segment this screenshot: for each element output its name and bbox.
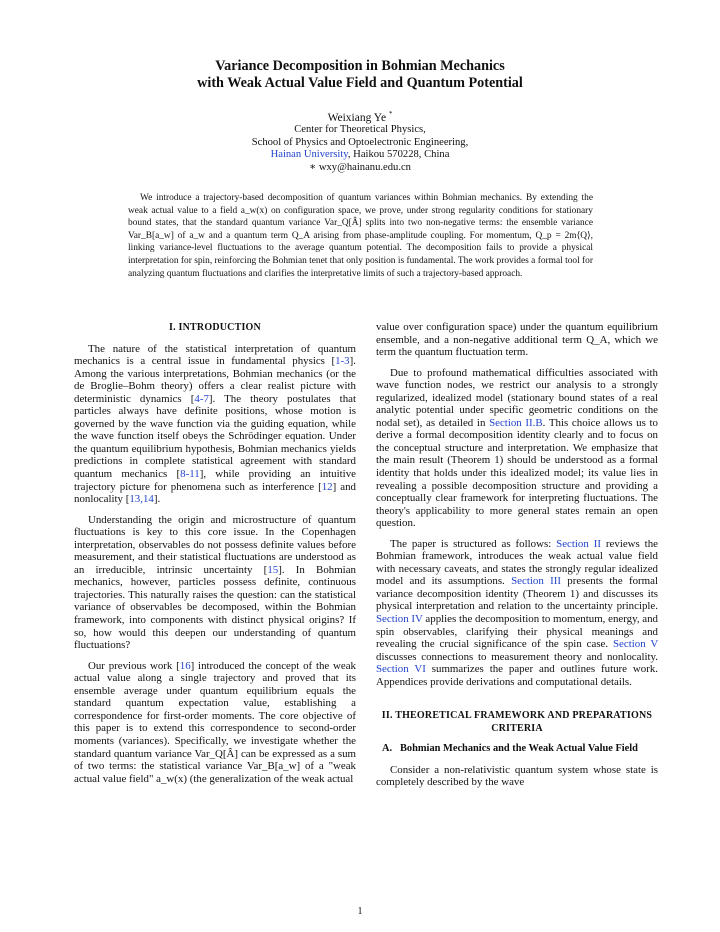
title-line-1: Variance Decomposition in Bohmian Mechanics [215,58,505,74]
text-run: ] and nonlocality [ [74,480,356,506]
spacer [376,696,658,710]
framework-paragraph-1: Consider a non-relativistic quantum system whose state is completely described by the wave [376,763,658,789]
text-run: Understanding the origin and microstructure of quantum fluctuations is key to this core issue. In the Copenhagen interpretation, observables do not possess definite values before measurement, and their statistical fluctuations are understood as an irreducible, intrinsic uncertainty [ [74,513,356,576]
text-run: ]. In Bohmian mechanics, however, particles possess definite, continuous trajectories. This naturally raises the question: can the statistical variance of observables be decomposed, within the Bohmian framework, into components with distinct physical origins? If so, how would this deepen our understanding of quantum fluctuations? [74,563,356,652]
text-run: The paper is structured as follows: [390,537,557,550]
text-run: presents the formal variance decomposition identity (Theorem 1) and discusses its physical interpretation and relation to the uncertainty principle. [376,575,658,613]
paper-title [60,58,660,92]
right-column [376,321,658,797]
text-run: ]. [153,493,161,506]
section-heading-introduction: I. INTRODUCTION [169,322,261,333]
citation-link[interactable]: 16 [179,659,191,672]
subsection-heading [376,743,658,755]
text-run: ]. Among the various interpretations, Bohmian mechanics (or the de Broglie–Bohm theory) offers a clear realist picture with deterministic dynamics [ [74,355,356,405]
page-number: 1 [357,906,363,917]
text-run: summarizes the paper and outlines future work. Appendices provide derivations and computational details. [376,663,659,688]
subsection-label: A. [382,743,393,755]
citation-link[interactable]: 13,14 [129,493,154,506]
text-run: Our previous work [ [88,659,180,672]
text-run: reviews the Bohmian framework, introduces the weak actual value field with necessary caveats, and states the strongly regular idealized model and its assumptions. [376,537,658,588]
section-link[interactable]: Section VI [376,663,426,676]
text-run: . This choice allows us to derive a formal decomposition identity clearly and to focus on the conceptual structure and interpretation. We emphasize that the main result (Theorem 1) should be understood as a formal identity that holds under this idealized model; its value lies in revealing a possible decomposition structure and providing a conceptually clear framework for interpreting fluctuations. The theory's applicability to more general states remain an open question. [376,416,658,530]
intro-paragraph-3-continued: value over configuration space) under the quantum equilibrium ensemble, and a non-negative additional term Q_A, which we term the quantum fluctuation term. [376,321,658,359]
citation-link[interactable]: 1-3 [335,355,350,368]
intro-paragraph-4 [376,367,658,530]
section-link[interactable]: Section II [556,537,601,550]
text-run: discusses connections to measurement theory and nonlocality. [376,650,658,663]
text-run: ], while providing an intuitive trajectory picture for phenomena such as interference [ [74,468,356,493]
affiliation-line-1: Center for Theoretical Physics, [294,124,426,136]
text-run: ]. The theory postulates that particles always have definite positions, whose motion is governed by the wave function via the guiding equation, while the wave function itself obeys the Schrödinger equation. Under the quantum equilibrium hypothesis, Bohmian mechanics yields predictions in complete statistical agreement with standard quantum mechanics [ [74,392,356,481]
section-link[interactable]: Section IV [376,613,423,626]
intro-paragraph-2 [74,514,356,652]
intro-paragraph-3 [74,660,356,785]
university-link[interactable]: Hainan University [270,149,348,161]
section-link[interactable]: Section V [612,638,658,651]
citation-link[interactable]: 4-7 [194,392,209,405]
intro-paragraph-5 [376,538,658,689]
citation-link[interactable]: 8-11 [180,468,200,481]
author-mark: * [388,110,393,118]
text-run: Due to profound mathematical difficulties associated with wave function nodes, we restrict our analysis to a strongly regularized, idealized model (stationary bound states of a real analytic potential under specific geometric conditions on the nodal set), as detailed in [376,366,658,429]
affiliation-line-3 [60,149,660,162]
intro-paragraph-1 [74,343,356,506]
left-column [74,322,356,793]
affiliation-line-2: School of Physics and Optoelectronic Engineering, [251,136,469,148]
author-email: ∗ wxy@hainanu.edu.cn [309,161,411,173]
author-name-text: Weixiang Ye [327,111,387,124]
author-block [60,108,660,174]
text-run: applies the decomposition to momentum, energy, and spin observables, clarifying their physical meanings and revealing the crucial significance of the spin case. [376,613,658,651]
subsection-title: Bohmian Mechanics and the Weak Actual Value Field [400,743,638,755]
section-link[interactable]: Section II.B [489,416,543,429]
text-run: ] introduced the concept of the weak actual value along a single trajectory and proved that its ensemble average under quantum equilibrium equals the standard quantum expectation value, establishing a correspondence for first-order moments. The core objective of this paper is to extend this correspondence to second-order moments (variances). Specifically, we investigate whether the standard quantum variance Var_Q[Â] can be expressed as a sum of two terms: the statistical variance Var_B[a_w] of a "weak actual value field" a_w(x) (the generalization of the weak actual [74,659,356,785]
abstract: We introduce a trajectory-based decomposition of quantum variances within Bohmian mechanics. By extending the weak actual value to a field a_w(x) on configuration space, we prove, under strong regularity conditions for stationary bound states, that the standard quantum variance Var_Q[Â] splits into two non-negative terms: the ensemble variance Var_B[a_w] of a_w and a quantum term Q_A arising from phase-amplitude coupling. For momentum, Q_p = 2m⟨Q⟩, linking variance-level fluctuations to the average quantum potential. The decomposition fails to provide a physical interpretation for spin, reinforcing the Bohmian tenet that only position is fundamental. The work provides a formal tool for analyzing quantum fluctuations and clarifies the interpretative limits of such a trajectory-based approach. [128,193,593,279]
text-run: The nature of the statistical interpretation of quantum mechanics is a central issue in fundamental physics [ [74,342,356,368]
affiliation-rest: , Haikou 570228, China [347,149,450,161]
citation-link[interactable]: 12 [321,480,333,493]
section-link[interactable]: Section III [511,575,561,588]
title-line-2: with Weak Actual Value Field and Quantum Potential [197,75,523,91]
citation-link[interactable]: 15 [267,563,279,576]
author-name [60,108,660,124]
section-heading-framework: II. THEORETICAL FRAMEWORK AND PREPARATIONS CRITERIA [381,710,653,734]
